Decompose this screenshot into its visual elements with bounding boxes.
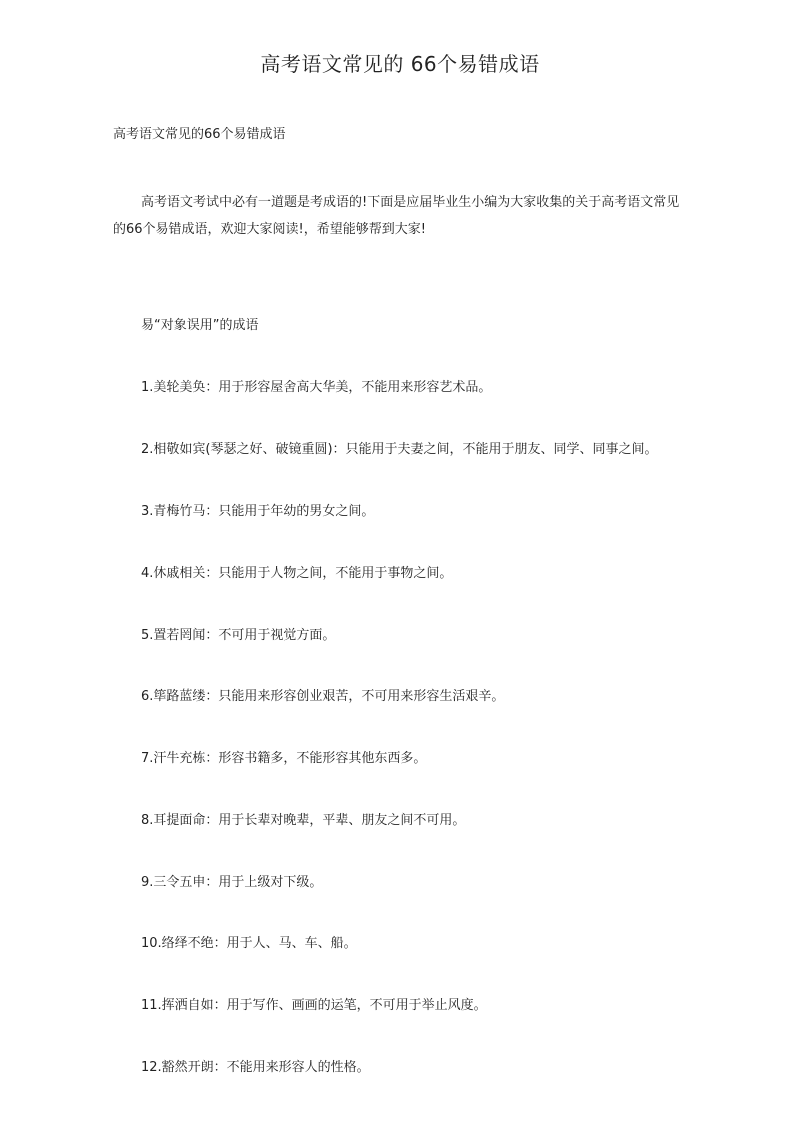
- intro-paragraph: 高考语文考试中必有一道题是考成语的!下面是应届毕业生小编为大家收集的关于高考语文常见的66个易错成语，欢迎大家阅读!，希望能够帮到大家!: [113, 195, 680, 237]
- idiom-item: 3.青梅竹马：只能用于年幼的男女之间。: [141, 504, 375, 519]
- document-subtitle: 高考语文常见的66个易错成语: [113, 127, 286, 142]
- idiom-item: 12.豁然开朗：不能用来形容人的性格。: [141, 1060, 370, 1075]
- document-title: 高考语文常见的 66个易错成语: [260, 52, 540, 76]
- idiom-item: 2.相敬如宾(琴瑟之好、破镜重圆)：只能用于夫妻之间，不能用于朋友、同学、同事之间。: [141, 442, 658, 457]
- idiom-item: 9.三令五申：用于上级对下级。: [141, 875, 323, 890]
- section-heading: 易“对象误用”的成语: [141, 318, 259, 333]
- idiom-item: 6.筚路蓝缕：只能用来形容创业艰苦，不可用来形容生活艰辛。: [141, 689, 505, 704]
- idiom-item: 1.美轮美奂：用于形容屋舍高大华美，不能用来形容艺术品。: [141, 380, 492, 395]
- idiom-item: 5.置若罔闻：不可用于视觉方面。: [141, 628, 336, 643]
- idiom-item: 10.络绎不绝：用于人、马、车、船。: [141, 936, 357, 951]
- idiom-item: 11.挥洒自如：用于写作、画画的运笔，不可用于举止风度。: [141, 998, 487, 1013]
- idiom-item: 7.汗牛充栋：形容书籍多，不能形容其他东西多。: [141, 751, 427, 766]
- idiom-item: 8.耳提面命：用于长辈对晚辈，平辈、朋友之间不可用。: [141, 813, 466, 828]
- idiom-item: 4.休戚相关：只能用于人物之间，不能用于事物之间。: [141, 566, 453, 581]
